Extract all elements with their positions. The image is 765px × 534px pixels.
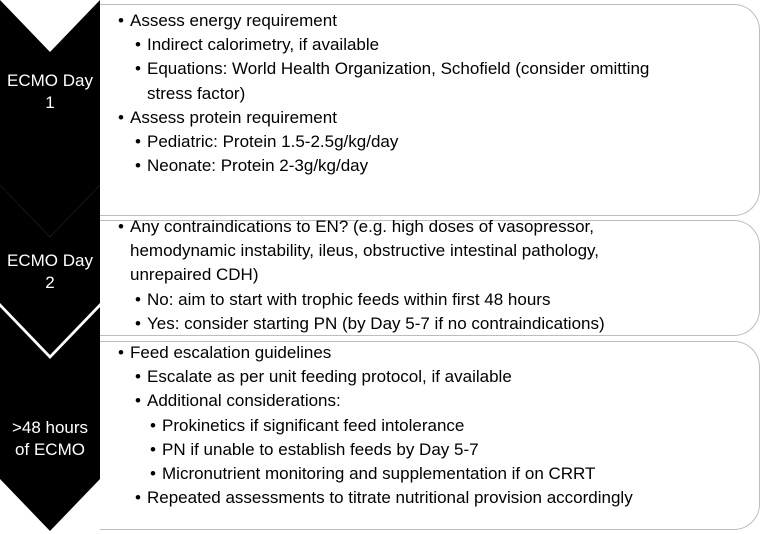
bullet-text: Pediatric: Protein 1.5-2.5g/kg/day xyxy=(147,132,399,151)
bullet-text: Assess energy requirement xyxy=(130,11,337,30)
stage-label-line: ECMO Day xyxy=(7,251,93,270)
bullet-icon: • xyxy=(118,343,124,362)
bullet-icon: • xyxy=(150,464,156,483)
bullet-icon: • xyxy=(135,391,141,411)
bullet-text: Feed escalation guidelines xyxy=(130,343,332,362)
bullet-icon: • xyxy=(150,439,156,459)
bullet-icon: • xyxy=(118,11,124,30)
stage-label-line: of ECMO xyxy=(15,440,85,459)
bullet-text: Neonate: Protein 2-3g/kg/day xyxy=(147,156,369,176)
bullet-text: Micronutrient monitoring and supplementation if on CRRT xyxy=(162,464,596,483)
stage-label-line: 2 xyxy=(45,273,55,292)
bullet-icon: • xyxy=(118,217,124,236)
stage-label-line: >48 hours xyxy=(11,418,89,437)
bullet-text: stress factor) xyxy=(147,83,246,103)
bullet-text: unrepaired CDH) xyxy=(130,265,259,285)
bullet-text: No: aim to start with trophic feeds within first 48 hours xyxy=(147,289,551,309)
bullet-icon: • xyxy=(135,156,141,176)
bullet-icon: • xyxy=(135,488,141,508)
bullet-icon: • xyxy=(135,132,141,151)
bullet-icon: • xyxy=(118,107,124,127)
stage-label-line: 1 xyxy=(45,93,55,112)
bullet-text: Any contraindications to EN? (e.g. high doses of vasopressor, xyxy=(130,217,594,236)
bullet-text: Yes: consider starting PN (by Day 5-7 if no contraindications) xyxy=(147,313,605,333)
bullet-text: Prokinetics if significant feed intolerance xyxy=(162,415,465,435)
bullet-icon: • xyxy=(135,289,141,309)
bullet-text: Repeated assessments to titrate nutritional provision accordingly xyxy=(147,488,633,508)
bullet-icon: • xyxy=(135,59,141,79)
bullet-text: PN if unable to establish feeds by Day 5-7 xyxy=(162,439,479,459)
bullet-text: Assess protein requirement xyxy=(130,107,337,127)
bullet-text: hemodynamic instability, ileus, obstructive intestinal pathology, xyxy=(130,241,599,261)
bullet-icon: • xyxy=(135,35,141,55)
bullet-text: Indirect calorimetry, if available xyxy=(147,35,380,55)
bullet-text: Additional considerations: xyxy=(147,391,341,411)
bullet-icon: • xyxy=(150,415,156,435)
bullet-icon: • xyxy=(135,313,141,333)
bullet-icon: • xyxy=(135,367,141,387)
bullet-text: Equations: World Health Organization, Schofield (consider omitting xyxy=(147,59,650,79)
bullet-text: Escalate as per unit feeding protocol, if available xyxy=(147,367,512,387)
stage-label-line: ECMO Day xyxy=(7,71,93,90)
